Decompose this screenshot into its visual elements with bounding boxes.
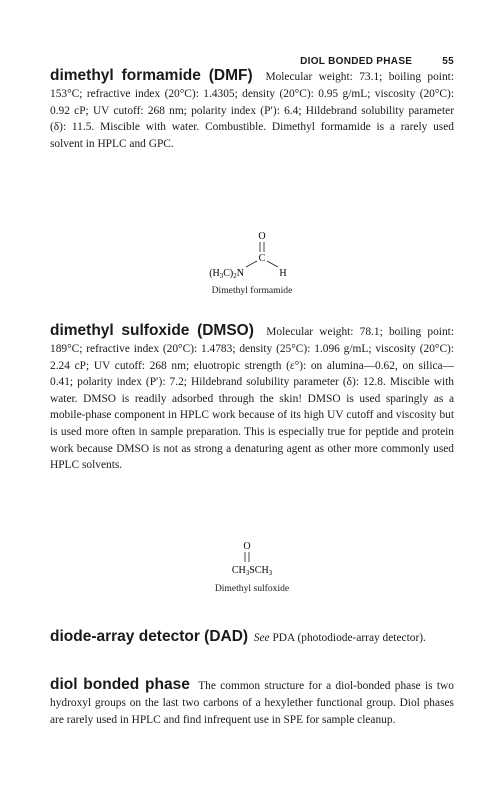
entry-term: diol bonded phase: [50, 676, 190, 694]
entry-body: Molecular weight: 73.1; boiling point: 153°C; refractive index (20°C): 1.4305; density (20°C): 0.95 g/mL; viscosity (20°C): 0.92 cP; UV cutoff: 268 nm; polarity index (P′): 6.4; Hildebrand solubility parameter (δ): 11.5. Miscible with water. Combustible. Dimethyl formamide is a rarely used solvent in HPLC and GPC.: [50, 71, 454, 150]
dmso-structure-figure: [50, 540, 454, 600]
entry-term: diode-array detector (DAD): [50, 628, 249, 646]
dmso-formula: $CH_3SCH_3$: [231, 565, 273, 577]
figure-caption: Dimethyl sulfoxide: [214, 583, 290, 594]
entry-term: dimethyl formamide (DMF): [50, 67, 253, 85]
entry-diol-bonded-phase: [50, 677, 454, 728]
entry-dimethyl-sulfoxide: [50, 323, 454, 473]
dmf-structure-figure: [50, 230, 454, 298]
entry-term: dimethyl sulfoxide (DMSO): [50, 322, 254, 340]
dmf-structure-diagram: [50, 230, 454, 280]
running-head-title: DIOL BONDED PHASE: [300, 56, 413, 67]
dmf-atom-h: H: [279, 268, 287, 279]
figure-caption: Dimethyl formamide: [211, 285, 293, 296]
entry-diode-array-detector: [50, 629, 454, 647]
see-reference-label: See: [253, 632, 270, 645]
single-bond-line: [267, 261, 278, 267]
entry-body: Molecular weight: 78.1; boiling point: 189°C; refractive index (20°C): 1.4783; density (25°C): 1.096 g/mL; viscosity (20°C): 2.24 cP; UV cutoff: 268 nm; eluotropic strength (ε°): on alumina—0.62, on silica—0.41; polarity index (P′): 7.2; Hildebrand solubility parameter (δ): 12.8. Miscible with water. DMSO is readily adsorbed through the skin! DMSO is used sparingly as a mobile-phase component in HPLC work because of its high UV cutoff and viscosity but is used more often in sample preparation. This is especially true for peptide and protein work because DMSO is not as strong a denaturing agent as other more commonly used HPLC solvents.: [50, 326, 454, 472]
dmf-group-left: $(H_3C)_2N$: [209, 268, 244, 280]
entry-dimethyl-formamide: [50, 68, 454, 152]
entry-body: PDA (photodiode-array detector).: [272, 632, 426, 645]
dmso-structure-diagram: [50, 540, 454, 578]
dmf-atom-c: C: [258, 253, 266, 264]
dmf-atom-o: O: [258, 231, 266, 242]
single-bond-line: [246, 261, 257, 267]
page-number: 55: [442, 56, 454, 67]
dmso-atom-o: O: [243, 541, 251, 552]
entry-body: The common structure for a diol-bonded phase is two hydroxyl groups on the last two carbons of a hexylether functional group. Diol phases are rarely used in HPLC and find infrequent use in SPE for sample cleanup.: [50, 680, 454, 726]
running-head: [50, 56, 454, 67]
